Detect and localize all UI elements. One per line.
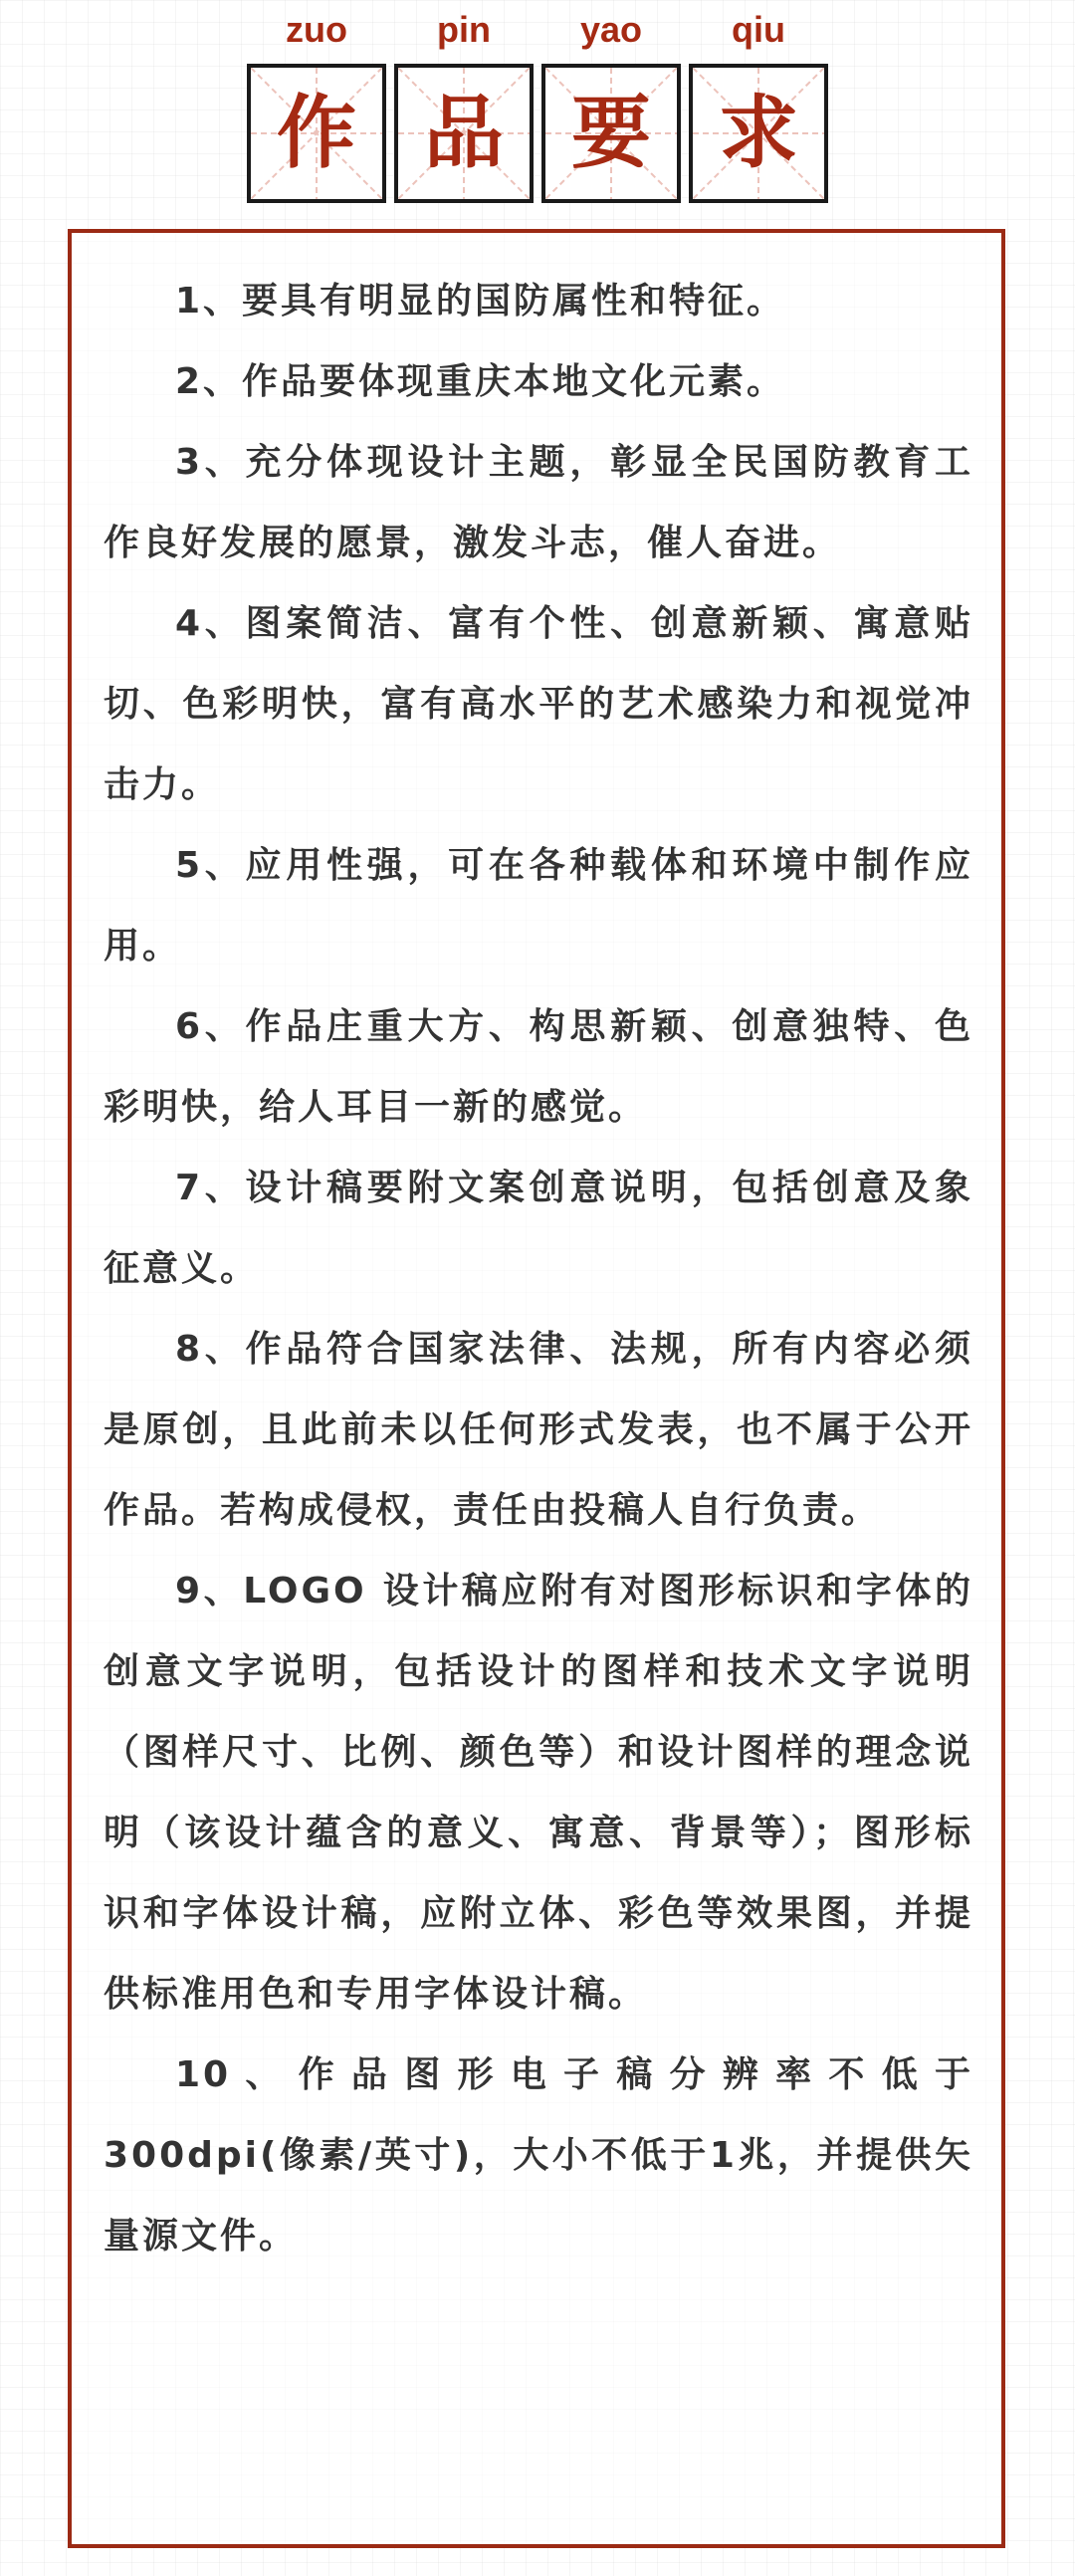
title-pinyin: zuo [286,9,347,50]
requirement-item-10: 10、作品图形电子稿分辨率不低于300dpi(像素/英寸)，大小不低于1兆，并提供矢量源文件。 [104,2054,973,2256]
title-row [247,0,828,209]
requirement-item-9: 9、LOGO 设计稿应附有对图形标识和字体的创意文字说明，包括设计的图样和技术文字说明（图样尺寸、比例、颜色等）和设计图样的理念说明（该设计蕴含的意义、寓意、背景等）；图形标识和字体设计稿，应附立体、彩色等效果图，并提供标准用色和专用字体设计稿。 [104,1571,973,2015]
title-char: 品 [424,87,504,179]
requirement-item-3: 3、充分体现设计主题，彰显全民国防教育工作良好发展的愿景，激发斗志，催人奋进。 [104,442,973,563]
title-pinyin: qiu [732,9,785,50]
title-pinyin: yao [579,9,643,50]
title-cell-3 [541,0,681,209]
title-char: 求 [719,87,798,179]
title-char-box [689,64,828,203]
title-char-box [394,64,534,203]
title-char-box [541,64,681,203]
requirement-item-4: 4、图案简洁、富有个性、创意新颖、寓意贴切、色彩明快，富有高水平的艺术感染力和视觉冲击力。 [104,603,973,805]
title-cell-1 [247,0,386,209]
requirement-item-5: 5、应用性强，可在各种载体和环境中制作应用。 [104,845,973,966]
title-char: 要 [571,87,651,179]
title-char-box [247,64,386,203]
requirement-item-2: 2、作品要体现重庆本地文化元素。 [175,361,786,402]
section-title [0,0,1075,209]
title-cell-4 [689,0,828,209]
requirement-item-1: 1、要具有明显的国防属性和特征。 [175,281,786,322]
requirement-item-6: 6、作品庄重大方、构思新颖、创意独特、色彩明快，给人耳目一新的感觉。 [104,1006,973,1128]
title-char: 作 [277,87,356,179]
title-cell-2 [394,0,534,209]
requirement-item-8: 8、作品符合国家法律、法规，所有内容必须是原创，且此前未以任何形式发表，也不属于公开作品。若构成侵权，责任由投稿人自行负责。 [104,1329,973,1531]
title-pinyin: pin [437,9,491,50]
requirement-item-7: 7、设计稿要附文案创意说明，包括创意及象征意义。 [104,1168,973,1289]
requirements-box [68,229,1005,2548]
